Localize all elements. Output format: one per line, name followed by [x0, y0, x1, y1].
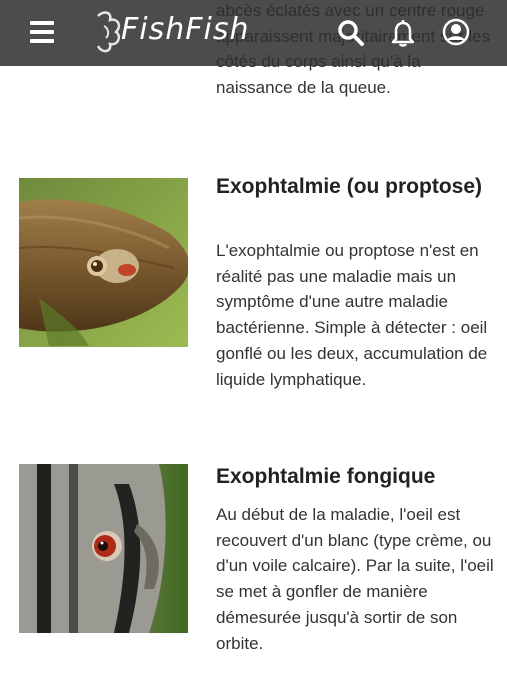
user-account-icon[interactable] — [441, 17, 471, 47]
brand-logo-text[interactable]: FishFish — [121, 12, 250, 47]
bell-icon[interactable] — [388, 17, 418, 47]
article-image-exophtalmie-fongique[interactable] — [19, 464, 188, 633]
search-icon[interactable] — [336, 17, 366, 47]
article-body: Au début de la maladie, l'oeil est recouvert d'un blanc (type crème, ou d'un voile calcaire). Par la suite, l'oeil se met à gonfler de manière démesurée jusqu'à sortir de son orbite. — [216, 505, 494, 653]
article-title[interactable]: Exophtalmie (ou proptose) — [216, 175, 483, 198]
hamburger-menu-icon[interactable] — [30, 21, 54, 43]
article-title[interactable]: Exophtalmie fongique — [216, 465, 436, 488]
article-body: L'exophtalmie ou proptose n'est en réalité pas une maladie mais un symptôme d'une autre maladie bactérienne. Simple à détecter : oeil gonflé ou les deux, accumulation de liquide lymphatique. — [216, 241, 488, 389]
article-image-exophtalmie[interactable] — [19, 178, 188, 347]
top-navigation-bar — [0, 0, 507, 66]
intro-paragraph: naissance de la queue. — [216, 77, 391, 97]
